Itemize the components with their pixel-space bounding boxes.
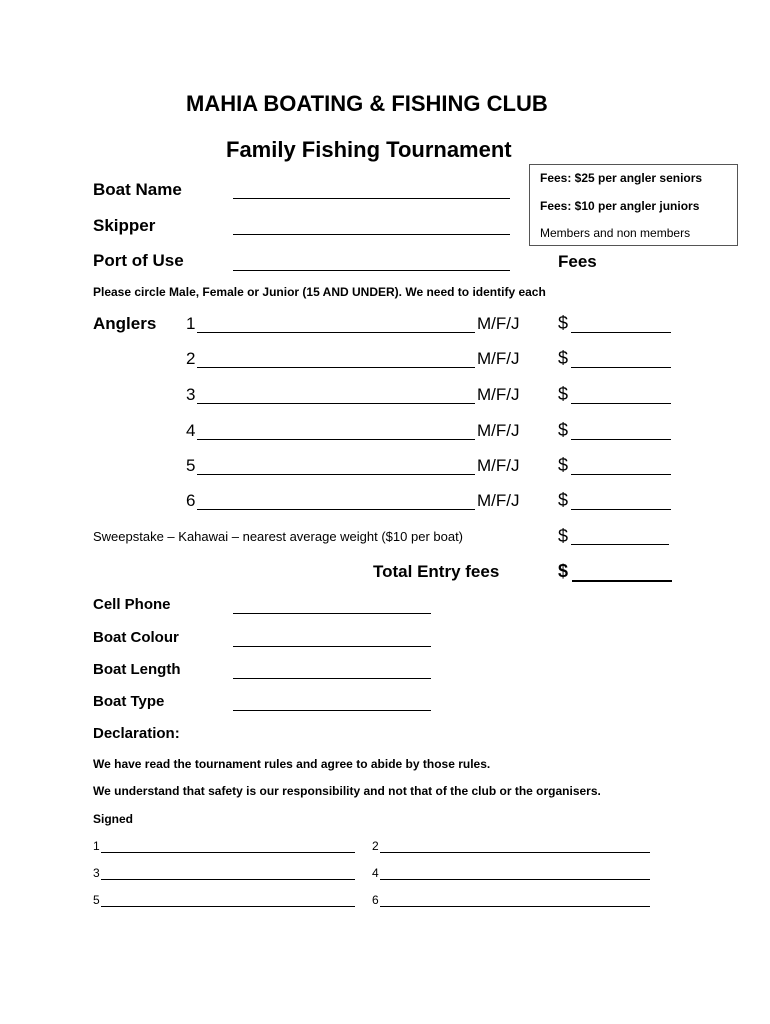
angler-fee-currency: $ — [558, 348, 569, 368]
angler-fee-field[interactable] — [571, 332, 671, 333]
angler-number: 1 — [186, 314, 196, 333]
declaration-line-2: We understand that safety is our responsibility and not that of the club or the organisers. — [93, 784, 601, 798]
fees-heading: Fees — [558, 252, 597, 271]
signature-field[interactable] — [380, 906, 650, 907]
signature-number: 5 — [93, 893, 100, 907]
angler-number: 3 — [186, 385, 196, 404]
angler-name-field[interactable] — [197, 367, 475, 368]
gender-options[interactable]: M/F/J — [477, 314, 520, 333]
angler-name-field[interactable] — [197, 332, 475, 333]
angler-fee-currency: $ — [558, 313, 569, 333]
angler-number: 2 — [186, 349, 196, 368]
anglers-label: Anglers — [93, 314, 157, 333]
angler-name-field[interactable] — [197, 439, 475, 440]
angler-fee-field[interactable] — [571, 439, 671, 440]
fee-members-note: Members and non members — [540, 226, 691, 240]
signed-label: Signed — [93, 812, 134, 826]
angler-fee-field[interactable] — [571, 509, 671, 510]
boat-colour-label: Boat Colour — [93, 629, 179, 646]
signature-field[interactable] — [101, 852, 355, 853]
angler-number: 5 — [186, 456, 196, 475]
skipper-label: Skipper — [93, 216, 156, 235]
port-of-use-field[interactable] — [233, 270, 510, 271]
signature-number: 2 — [372, 839, 379, 853]
boat-name-field[interactable] — [233, 198, 510, 199]
cell-phone-label: Cell Phone — [93, 596, 171, 613]
declaration-heading: Declaration: — [93, 725, 180, 742]
club-name: MAHIA BOATING & FISHING CLUB — [186, 91, 548, 116]
angler-name-field[interactable] — [197, 474, 475, 475]
angler-fee-currency: $ — [558, 384, 569, 404]
boat-length-label: Boat Length — [93, 661, 181, 678]
angler-fee-currency: $ — [558, 420, 569, 440]
gender-options[interactable]: M/F/J — [477, 456, 520, 475]
angler-fee-field[interactable] — [571, 367, 671, 368]
signature-number: 6 — [372, 893, 379, 907]
signature-field[interactable] — [101, 879, 355, 880]
signature-number: 3 — [93, 866, 100, 880]
gender-options[interactable]: M/F/J — [477, 421, 520, 440]
cell-phone-field[interactable] — [233, 613, 431, 614]
angler-fee-field[interactable] — [571, 474, 671, 475]
angler-fee-currency: $ — [558, 490, 569, 510]
sweepstake-currency: $ — [558, 526, 569, 546]
signature-number: 1 — [93, 839, 100, 853]
angler-fee-field[interactable] — [571, 403, 671, 404]
signature-field[interactable] — [380, 879, 650, 880]
signature-field[interactable] — [380, 852, 650, 853]
signature-field[interactable] — [101, 906, 355, 907]
total-fee-field[interactable] — [572, 580, 672, 582]
gender-instruction: Please circle Male, Female or Junior (15 AND UNDER). We need to identify each — [93, 285, 546, 299]
gender-options[interactable]: M/F/J — [477, 349, 520, 368]
boat-colour-field[interactable] — [233, 646, 431, 647]
fee-seniors: Fees: $25 per angler seniors — [540, 171, 703, 185]
angler-number: 6 — [186, 491, 196, 510]
angler-fee-currency: $ — [558, 455, 569, 475]
boat-type-field[interactable] — [233, 710, 431, 711]
boat-type-label: Boat Type — [93, 693, 165, 710]
total-currency: $ — [558, 561, 569, 581]
boat-name-label: Boat Name — [93, 180, 182, 199]
fees-info-box — [529, 164, 738, 246]
gender-options[interactable]: M/F/J — [477, 385, 520, 404]
angler-name-field[interactable] — [197, 509, 475, 510]
skipper-field[interactable] — [233, 234, 510, 235]
event-title: Family Fishing Tournament — [226, 137, 512, 162]
sweepstake-fee-field[interactable] — [571, 544, 669, 545]
signature-number: 4 — [372, 866, 379, 880]
angler-number: 4 — [186, 421, 196, 440]
total-entry-fees-label: Total Entry fees — [373, 562, 500, 581]
gender-options[interactable]: M/F/J — [477, 491, 520, 510]
port-of-use-label: Port of Use — [93, 251, 184, 270]
declaration-line-1: We have read the tournament rules and agree to abide by those rules. — [93, 757, 491, 771]
sweepstake-text: Sweepstake – Kahawai – nearest average weight ($10 per boat) — [93, 529, 464, 544]
angler-name-field[interactable] — [197, 403, 475, 404]
fee-juniors: Fees: $10 per angler juniors — [540, 199, 700, 213]
boat-length-field[interactable] — [233, 678, 431, 679]
